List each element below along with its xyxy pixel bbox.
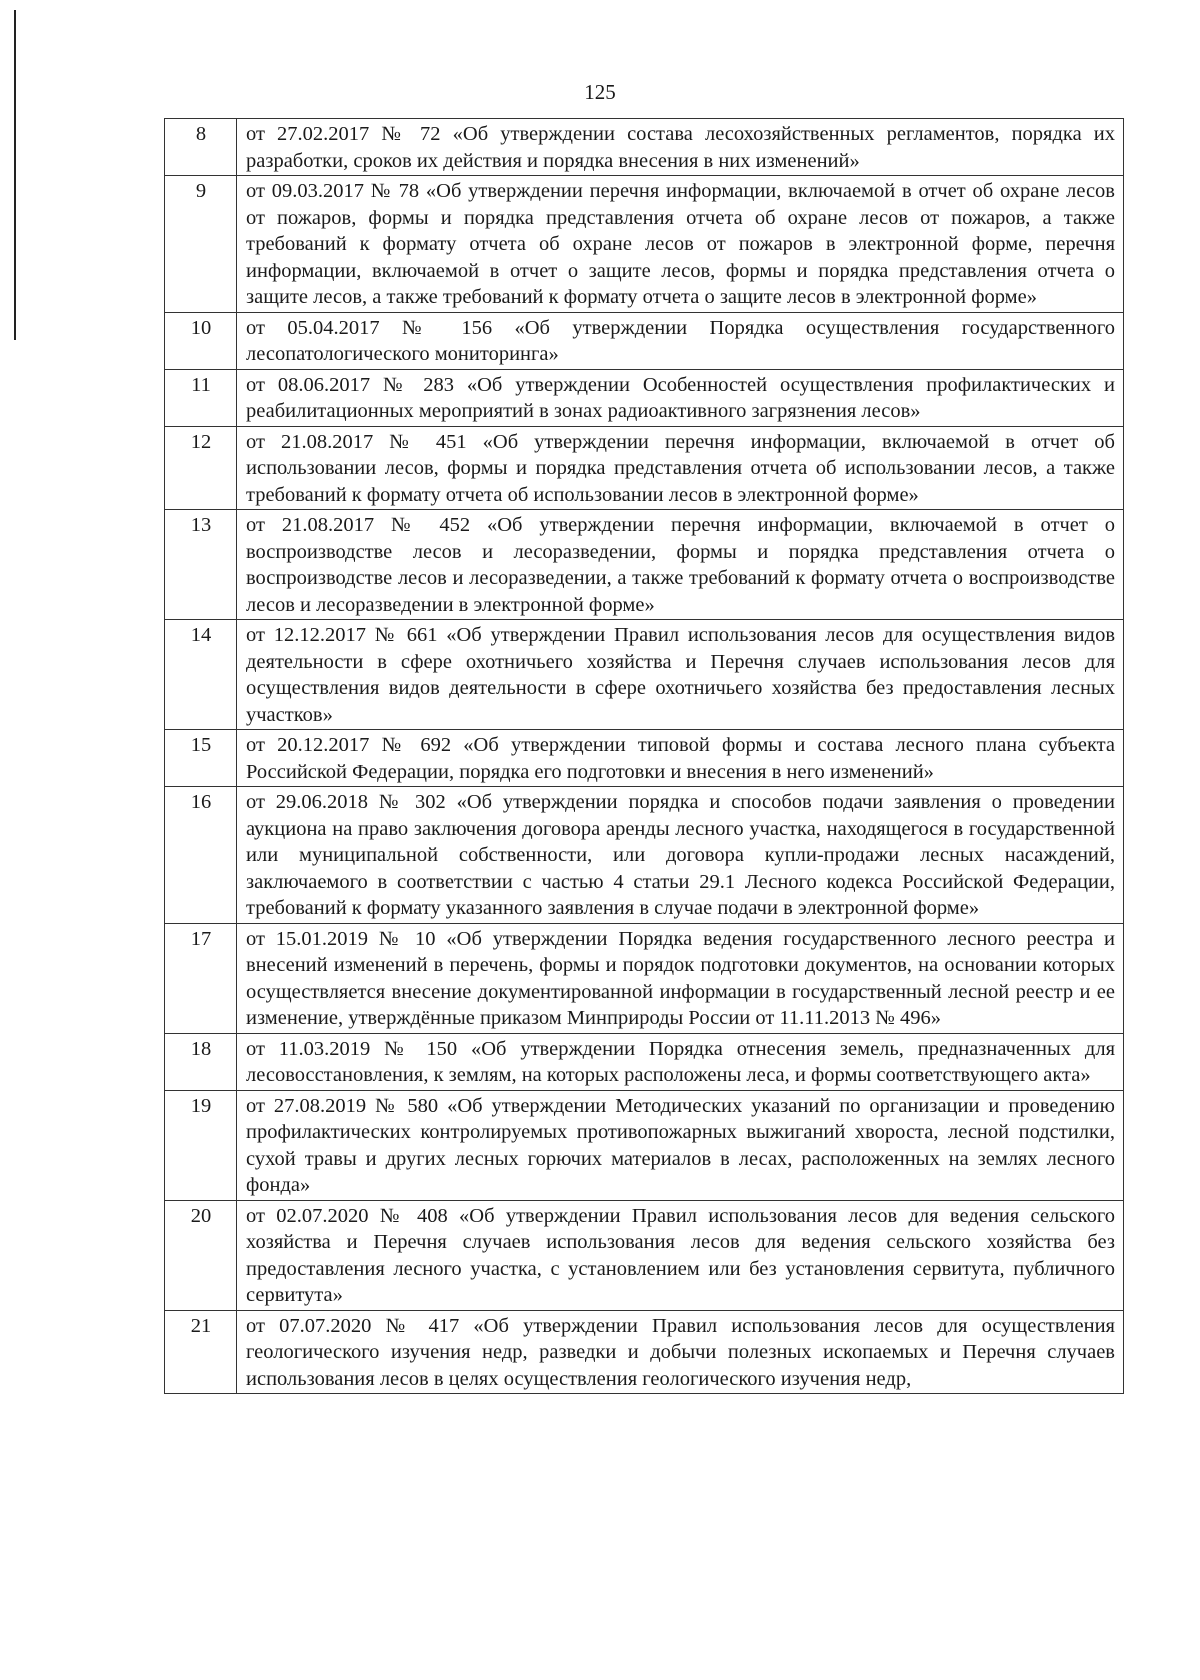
table-row [165, 1310, 1124, 1394]
table-row [165, 119, 1124, 176]
row-number: 8 [165, 119, 237, 176]
regulation-text: от 08.06.2017 № 283 «Об утверждении Особенностей осуществления профилактических и реабилитационных мероприятий в зонах радиоактивного загрязнения лесов» [237, 369, 1124, 426]
row-number: 21 [165, 1310, 237, 1394]
regulation-text: от 21.08.2017 № 452 «Об утверждении перечня информации, включаемой в отчет о воспроизводстве лесов и лесоразведении, формы и порядка представления отчета о воспроизводстве лесов и лесоразведении, а также требований к формату отчета о воспроизводстве лесов и лесоразведении в электронной форме» [237, 510, 1124, 620]
row-number: 20 [165, 1200, 237, 1310]
regulation-text: от 12.12.2017 № 661 «Об утверждении Правил использования лесов для осуществления видов деятельности в сфере охотничьего хозяйства и Перечня случаев использования лесов для осуществления видов деятельности в сфере охотничьего хозяйства без предоставления лесных участков» [237, 620, 1124, 730]
regulation-text: от 21.08.2017 № 451 «Об утверждении перечня информации, включаемой в отчет об использовании лесов, формы и порядка представления отчета об использовании лесов, а также требований к формату отчета об использовании лесов в электронной форме» [237, 426, 1124, 510]
regulation-text: от 29.06.2018 № 302 «Об утверждении порядка и способов подачи заявления о проведении аукциона на право заключения договора аренды лесного участка, находящегося в государственной или муниципальной собственности, или договора купли-продажи лесных насаждений, заключаемого в соответствии с частью 4 статьи 29.1 Лесного кодекса Российской Федерации, требований к формату указанного заявления в случае подачи в электронной форме» [237, 787, 1124, 924]
table-row [165, 176, 1124, 313]
regulation-text: от 09.03.2017 № 78 «Об утверждении перечня информации, включаемой в отчет об охране лесов от пожаров, формы и порядка представления отчета об охране лесов от пожаров, а также требований к формату отчета об охране лесов от пожаров в электронной форме, перечня информации, включаемой в отчет о защите лесов, формы и порядка представления отчета о защите лесов, а также требований к формату отчета о защите лесов в электронной форме» [237, 176, 1124, 313]
regulations-table [164, 118, 1124, 1394]
regulation-text: от 07.07.2020 № 417 «Об утверждении Правил использования лесов для осуществления геологического изучения недр, разведки и добычи полезных ископаемых и Перечня случаев использования лесов в целях осуществления геологического изучения недр, [237, 1310, 1124, 1394]
regulation-text: от 05.04.2017 № 156 «Об утверждении Порядка осуществления государственного лесопатологического мониторинга» [237, 312, 1124, 369]
table-row [165, 1200, 1124, 1310]
row-number: 18 [165, 1033, 237, 1090]
row-number: 13 [165, 510, 237, 620]
row-number: 19 [165, 1090, 237, 1200]
row-number: 9 [165, 176, 237, 313]
regulation-text: от 02.07.2020 № 408 «Об утверждении Правил использования лесов для ведения сельского хозяйства и Перечня случаев использования лесов для ведения сельского хозяйства без предоставления лесного участка, с установлением или без установления сервитута, публичного сервитута» [237, 1200, 1124, 1310]
table-row [165, 730, 1124, 787]
row-number: 11 [165, 369, 237, 426]
row-number: 15 [165, 730, 237, 787]
row-number: 14 [165, 620, 237, 730]
row-number: 17 [165, 923, 237, 1033]
page-number: 125 [584, 80, 616, 104]
row-number: 16 [165, 787, 237, 924]
scan-edge-mark [14, 10, 16, 340]
regulation-text: от 27.08.2019 № 580 «Об утверждении Методических указаний по организации и проведению профилактических контролируемых противопожарных выжиганий хвороста, лесной подстилки, сухой травы и других лесных горючих материалов в лесах, расположенных на землях лесного фонда» [237, 1090, 1124, 1200]
table-row [165, 1033, 1124, 1090]
regulation-text: от 15.01.2019 № 10 «Об утверждении Порядка ведения государственного лесного реестра и внесений изменений в перечень, формы и порядок подготовки документов, на основании которых осуществляется внесение документированной информации в государственный лесной реестр и ее изменение, утверждённые приказом Минприроды России от 11.11.2013 № 496» [237, 923, 1124, 1033]
table-row [165, 426, 1124, 510]
regulations-table-body [165, 119, 1124, 1394]
table-row [165, 923, 1124, 1033]
table-row [165, 312, 1124, 369]
table-row [165, 787, 1124, 924]
table-row [165, 1090, 1124, 1200]
row-number: 10 [165, 312, 237, 369]
regulation-text: от 11.03.2019 № 150 «Об утверждении Порядка отнесения земель, предназначенных для лесовосстановления, к землям, на которых расположены леса, и формы соответствующего акта» [237, 1033, 1124, 1090]
table-row [165, 510, 1124, 620]
row-number: 12 [165, 426, 237, 510]
regulation-text: от 27.02.2017 № 72 «Об утверждении состава лесохозяйственных регламентов, порядка их разработки, сроков их действия и порядка внесения в них изменений» [237, 119, 1124, 176]
regulation-text: от 20.12.2017 № 692 «Об утверждении типовой формы и состава лесного плана субъекта Российской Федерации, порядка его подготовки и внесения в него изменений» [237, 730, 1124, 787]
table-row [165, 620, 1124, 730]
table-row [165, 369, 1124, 426]
